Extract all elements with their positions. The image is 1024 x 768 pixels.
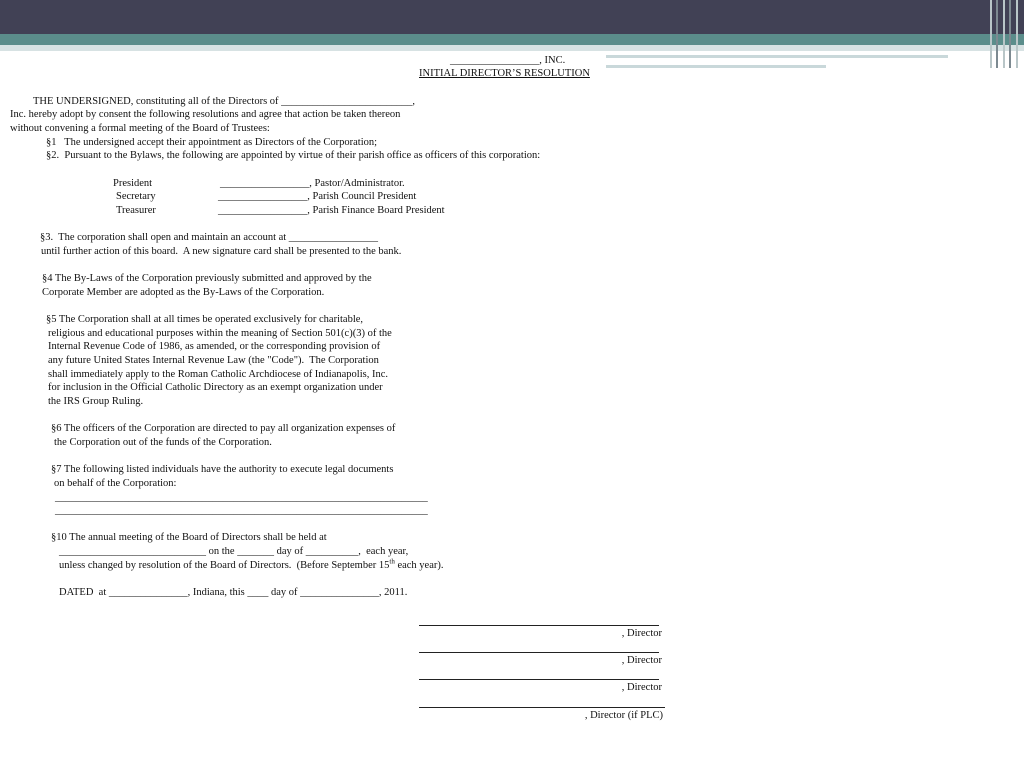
section-7: §7 The following listed individuals have the authority to execute legal documents (51, 464, 394, 475)
top-banner (0, 0, 1024, 34)
authorized-signer-blank: _______________________________________________________________________ (55, 505, 428, 516)
officer-line: _________________, Pastor/Administrator. (220, 178, 405, 189)
vertical-stripe (1016, 0, 1018, 68)
section-4: Corporate Member are adopted as the By-Laws of the Corporation. (42, 287, 325, 298)
accent-line (606, 55, 948, 58)
signature-label: , Director (621, 682, 662, 693)
signature-line (419, 679, 659, 680)
section-10: ____________________________ on the _______ day of __________, each year, (59, 546, 409, 557)
signature-label: , Director (621, 655, 662, 666)
signature-line (419, 625, 659, 626)
section-3: until further action of this board. A new signature card shall be presented to the bank. (41, 246, 402, 257)
intro-line: THE UNDERSIGNED, constituting all of the Directors of _________________________, (33, 96, 416, 107)
authorized-signer-blank: _______________________________________________________________________ (55, 492, 428, 503)
officer-line: _________________, Parish Council President (218, 191, 417, 202)
section-5: any future United States Internal Revenue Law (the "Code"). The Corporation (48, 355, 379, 366)
section-5: §5 The Corporation shall at all times be operated exclusively for charitable, (46, 314, 364, 325)
teal-banner (0, 34, 1024, 45)
section-6: the Corporation out of the funds of the Corporation. (54, 437, 272, 448)
vertical-stripe (996, 0, 998, 68)
officer-role: President (113, 178, 153, 189)
officer-role: Secretary (116, 191, 156, 202)
dated-line: DATED at _______________, Indiana, this ____ day of _______________, 2011. (59, 587, 408, 598)
section-10: §10 The annual meeting of the Board of Directors shall be held at (51, 532, 327, 543)
section-4: §4 The By-Laws of the Corporation previously submitted and approved by the (42, 273, 372, 284)
section-1: §1 The undersigned accept their appointment as Directors of the Corporation; (46, 137, 378, 148)
section-10: unless changed by resolution of the Board of Directors. (Before September 15th each year). (59, 557, 444, 571)
section-7: on behalf of the Corporation: (54, 478, 177, 489)
section-5: for inclusion in the Official Catholic Directory as an exempt organization under (48, 382, 383, 393)
signature-label: , Director (if PLC) (584, 710, 663, 721)
light-band (0, 45, 1024, 51)
intro-line: without convening a formal meeting of the Board of Trustees: (10, 123, 270, 134)
document-title: INITIAL DIRECTOR’S RESOLUTION (419, 68, 590, 79)
officer-role: Treasurer (116, 205, 156, 216)
intro-line: Inc. hereby adopt by consent the following resolutions and agree that action be taken thereon (10, 109, 401, 120)
accent-line (606, 65, 826, 68)
signature-line (419, 652, 659, 653)
vertical-stripe (1003, 0, 1005, 68)
section-5: shall immediately apply to the Roman Catholic Archdiocese of Indianapolis, Inc. (48, 369, 388, 380)
document-title-line1: _________________, INC. (450, 55, 566, 66)
section-5: the IRS Group Ruling. (48, 396, 144, 407)
signature-label: , Director (621, 628, 662, 639)
vertical-stripe (990, 0, 992, 68)
section-3: §3. The corporation shall open and maintain an account at _________________ (40, 232, 379, 243)
section-2: §2. Pursuant to the Bylaws, the following are appointed by virtue of their parish office as officers of this corporation: (46, 150, 541, 161)
signature-line (419, 707, 665, 708)
section-5: religious and educational purposes within the meaning of Section 501(c)(3) of the (48, 328, 392, 339)
section-5: Internal Revenue Code of 1986, as amended, or the corresponding provision of (48, 341, 381, 352)
officer-line: _________________, Parish Finance Board President (218, 205, 445, 216)
section-6: §6 The officers of the Corporation are directed to pay all organization expenses of (51, 423, 396, 434)
vertical-stripe (1009, 0, 1011, 68)
